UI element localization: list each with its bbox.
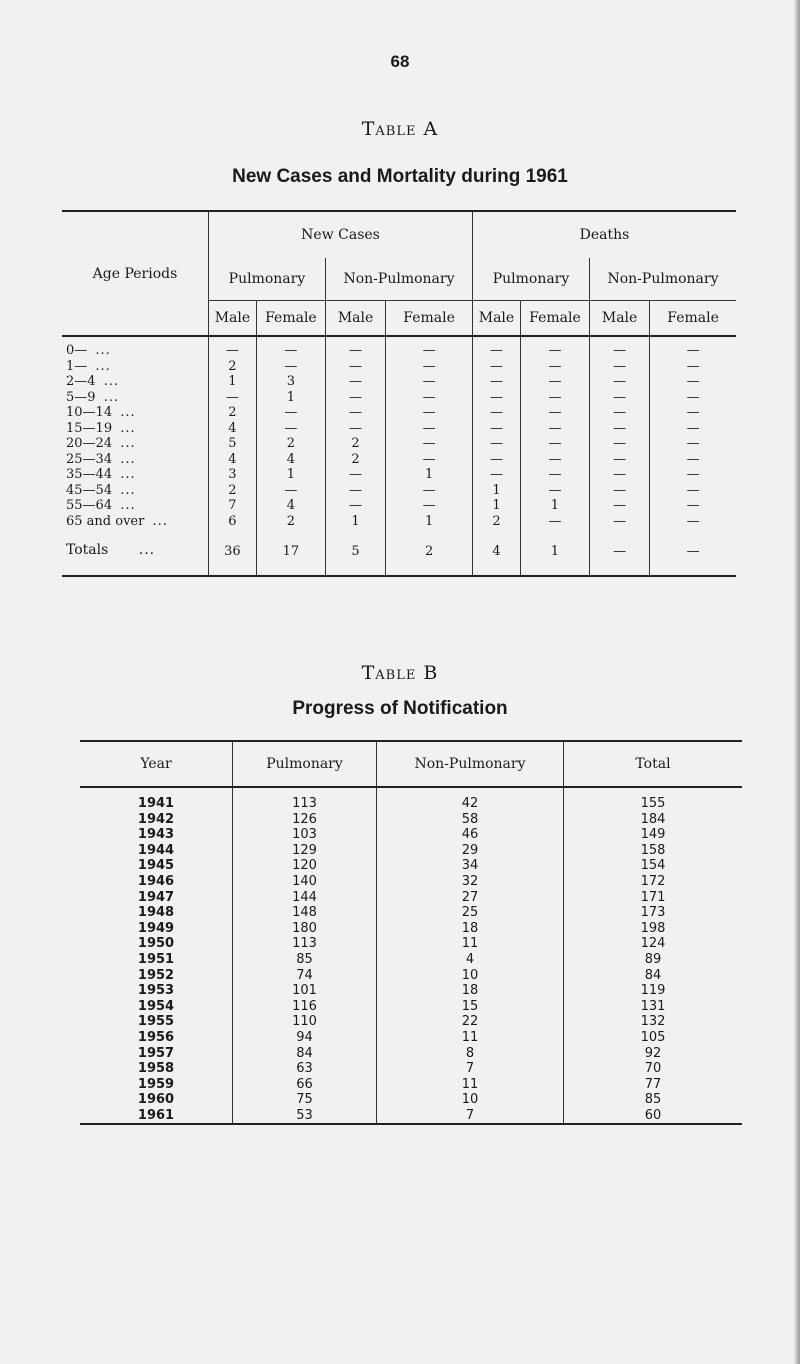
count-cell: 3 xyxy=(209,467,257,483)
total-cell: 155 xyxy=(564,796,743,812)
table-row xyxy=(80,952,742,968)
table-row xyxy=(80,1092,742,1108)
table-row xyxy=(62,374,736,390)
non-pulmonary-cell: 7 xyxy=(377,1061,564,1077)
year-cell: 1946 xyxy=(137,873,175,889)
year-cell: 1950 xyxy=(137,936,175,952)
leader-dots: ... xyxy=(120,498,136,513)
non-pulmonary-cell: 46 xyxy=(377,827,564,843)
count-cell: 4 xyxy=(256,452,325,468)
count-cell: — xyxy=(650,498,736,514)
header-pulmonary: Pulmonary xyxy=(233,741,377,787)
year-cell: 1961 xyxy=(137,1107,175,1123)
total-cell: 173 xyxy=(564,905,743,921)
year-cell: 1941 xyxy=(137,796,175,811)
total-cell: 131 xyxy=(564,999,743,1015)
pulmonary-cell: 129 xyxy=(233,843,377,859)
count-cell: 4 xyxy=(209,421,257,437)
count-cell: — xyxy=(589,374,649,390)
year-cell: 1943 xyxy=(137,827,175,843)
header-deaths: Deaths xyxy=(473,211,736,258)
age-label: 20—24 xyxy=(66,436,113,451)
count-cell: — xyxy=(256,483,325,499)
count-cell: — xyxy=(473,467,521,483)
count-cell: 2 xyxy=(209,359,257,375)
count-cell: — xyxy=(589,467,649,483)
count-cell: — xyxy=(520,467,589,483)
age-period-cell xyxy=(62,498,209,514)
pulmonary-cell: 113 xyxy=(233,936,377,952)
count-cell: — xyxy=(209,343,257,359)
total-cell: 149 xyxy=(564,827,743,843)
count-cell: — xyxy=(589,359,649,375)
age-period-cell xyxy=(62,483,209,499)
count-cell: — xyxy=(589,452,649,468)
age-period-cell xyxy=(62,405,209,421)
table-row xyxy=(80,1014,742,1030)
year-cell: 1954 xyxy=(137,998,175,1014)
age-period-cell xyxy=(62,390,209,406)
non-pulmonary-cell: 18 xyxy=(377,983,564,999)
table-b xyxy=(80,740,742,1125)
non-pulmonary-cell: 25 xyxy=(377,905,564,921)
total-cell: 84 xyxy=(564,968,743,984)
header-female: Female xyxy=(386,301,473,337)
table-row xyxy=(80,890,742,906)
pulmonary-cell: 66 xyxy=(233,1077,377,1093)
count-cell: — xyxy=(589,343,649,359)
table-row xyxy=(62,405,736,421)
table-row xyxy=(62,343,736,359)
count-cell: — xyxy=(386,421,473,437)
leader-dots: ... xyxy=(120,467,136,482)
leader-dots: ... xyxy=(120,420,136,436)
non-pulmonary-cell: 27 xyxy=(377,890,564,906)
count-cell: 4 xyxy=(209,452,257,468)
count-cell: — xyxy=(589,405,649,421)
year-cell: 1960 xyxy=(137,1092,175,1108)
total-cell: 85 xyxy=(564,1092,743,1108)
count-cell: 1 xyxy=(256,390,325,406)
header-total: Total xyxy=(564,741,743,787)
spacer-row xyxy=(62,336,736,343)
count-cell: — xyxy=(386,483,473,499)
count-cell: — xyxy=(325,390,385,406)
table-row xyxy=(80,905,742,921)
count-cell: 1 xyxy=(473,498,521,514)
non-pulmonary-cell: 29 xyxy=(377,843,564,859)
age-period-cell xyxy=(62,514,209,530)
leader-dots: ... xyxy=(120,405,136,420)
count-cell: — xyxy=(650,359,736,375)
table-row xyxy=(62,483,736,499)
count-cell: — xyxy=(473,436,521,452)
table-row xyxy=(80,936,742,952)
count-cell: — xyxy=(256,359,325,375)
age-label: 0— xyxy=(66,343,88,358)
count-cell: 1 xyxy=(520,529,589,576)
count-cell: — xyxy=(650,421,736,437)
year-cell: 1957 xyxy=(137,1045,175,1061)
count-cell: — xyxy=(256,343,325,359)
count-cell: — xyxy=(325,467,385,483)
count-cell: — xyxy=(473,343,521,359)
age-period-cell xyxy=(62,359,209,375)
non-pulmonary-cell: 4 xyxy=(377,952,564,968)
age-label: 1— xyxy=(66,358,88,374)
header-male: Male xyxy=(325,301,385,337)
count-cell: — xyxy=(520,483,589,499)
non-pulmonary-cell: 22 xyxy=(377,1014,564,1030)
count-cell: — xyxy=(386,374,473,390)
count-cell: — xyxy=(256,421,325,437)
year-cell: 1951 xyxy=(137,951,175,967)
table-row xyxy=(62,390,736,406)
count-cell: 1 xyxy=(325,514,385,530)
age-label: 35—44 xyxy=(66,467,113,482)
count-cell: 7 xyxy=(209,498,257,514)
table-row xyxy=(80,1108,742,1125)
table-row xyxy=(80,1077,742,1093)
table-row xyxy=(80,827,742,843)
table-row xyxy=(80,874,742,890)
count-cell: 1 xyxy=(386,467,473,483)
table-row xyxy=(62,421,736,437)
count-cell: 1 xyxy=(209,374,257,390)
age-label: 45—54 xyxy=(66,482,113,498)
count-cell: 1 xyxy=(473,483,521,499)
total-cell: 89 xyxy=(564,952,743,968)
count-cell: — xyxy=(325,405,385,421)
count-cell: — xyxy=(473,390,521,406)
header-new-cases: New Cases xyxy=(209,211,473,258)
count-cell: — xyxy=(386,359,473,375)
count-cell: 4 xyxy=(473,529,521,576)
total-cell: 184 xyxy=(564,812,743,828)
count-cell: 5 xyxy=(325,529,385,576)
pulmonary-cell: 140 xyxy=(233,874,377,890)
count-cell: — xyxy=(520,359,589,375)
count-cell: — xyxy=(589,421,649,437)
non-pulmonary-cell: 10 xyxy=(377,968,564,984)
count-cell: 2 xyxy=(473,514,521,530)
count-cell: — xyxy=(386,498,473,514)
leader-dots: ... xyxy=(95,358,111,374)
count-cell: 2 xyxy=(209,483,257,499)
header-non-pulmonary: Non-Pulmonary xyxy=(377,741,564,787)
leader-dots: ... xyxy=(120,436,136,451)
count-cell: 2 xyxy=(325,452,385,468)
pulmonary-cell: 84 xyxy=(233,1046,377,1062)
table-row xyxy=(80,1046,742,1062)
leader-dots: ... xyxy=(95,343,111,358)
table-b-subtitle: Progress of Notification xyxy=(292,698,508,719)
year-cell: 1958 xyxy=(137,1061,175,1077)
header-male: Male xyxy=(589,301,649,337)
table-row xyxy=(62,452,736,468)
non-pulmonary-cell: 11 xyxy=(377,1077,564,1093)
count-cell: — xyxy=(650,436,736,452)
count-cell: — xyxy=(386,452,473,468)
count-cell: — xyxy=(520,421,589,437)
count-cell: — xyxy=(473,421,521,437)
table-row xyxy=(80,858,742,874)
pulmonary-cell: 113 xyxy=(233,796,377,812)
header-deaths-pulmonary: Pulmonary xyxy=(473,258,590,301)
year-cell: 1955 xyxy=(137,1014,175,1030)
table-row xyxy=(80,1030,742,1046)
age-period-cell xyxy=(62,374,209,390)
count-cell: — xyxy=(650,529,736,576)
count-cell: — xyxy=(520,452,589,468)
count-cell: — xyxy=(589,390,649,406)
count-cell: — xyxy=(386,343,473,359)
count-cell: — xyxy=(386,436,473,452)
year-cell: 1942 xyxy=(137,811,175,827)
count-cell: 3 xyxy=(256,374,325,390)
non-pulmonary-cell: 18 xyxy=(377,921,564,937)
header-year: Year xyxy=(140,756,172,772)
pulmonary-cell: 85 xyxy=(233,952,377,968)
year-cell: 1944 xyxy=(137,842,175,858)
table-row xyxy=(62,498,736,514)
count-cell: — xyxy=(325,498,385,514)
count-cell: 17 xyxy=(256,529,325,576)
pulmonary-cell: 116 xyxy=(233,999,377,1015)
total-cell: 172 xyxy=(564,874,743,890)
total-cell: 158 xyxy=(564,843,743,859)
age-period-cell xyxy=(62,343,209,359)
table-a-subtitle: New Cases and Mortality during 1961 xyxy=(232,166,568,187)
count-cell: 1 xyxy=(520,498,589,514)
header-age-periods: Age Periods xyxy=(62,211,209,336)
pulmonary-cell: 53 xyxy=(233,1108,377,1125)
year-cell: 1956 xyxy=(137,1029,175,1045)
pulmonary-cell: 120 xyxy=(233,858,377,874)
pulmonary-cell: 94 xyxy=(233,1030,377,1046)
pulmonary-cell: 101 xyxy=(233,983,377,999)
table-row xyxy=(80,999,742,1015)
count-cell: 36 xyxy=(209,529,257,576)
age-label: Totals xyxy=(66,542,109,558)
count-cell: 4 xyxy=(256,498,325,514)
pulmonary-cell: 75 xyxy=(233,1092,377,1108)
leader-dots: ... xyxy=(138,542,156,558)
count-cell: — xyxy=(520,405,589,421)
count-cell: — xyxy=(386,405,473,421)
count-cell: — xyxy=(650,452,736,468)
count-cell: — xyxy=(520,514,589,530)
count-cell: — xyxy=(589,529,649,576)
leader-dots: ... xyxy=(103,389,120,405)
pulmonary-cell: 180 xyxy=(233,921,377,937)
header-female: Female xyxy=(520,301,589,337)
count-cell: 2 xyxy=(325,436,385,452)
header-male: Male xyxy=(209,301,257,337)
age-label: 15—19 xyxy=(66,420,113,436)
leader-dots: ... xyxy=(152,513,168,529)
count-cell: — xyxy=(650,390,736,406)
count-cell: — xyxy=(650,405,736,421)
total-cell: 154 xyxy=(564,858,743,874)
pulmonary-cell: 63 xyxy=(233,1061,377,1077)
year-cell: 1945 xyxy=(137,858,175,874)
total-cell: 119 xyxy=(564,983,743,999)
table-row xyxy=(62,467,736,483)
table-row xyxy=(80,812,742,828)
year-cell: 1952 xyxy=(137,967,175,983)
header-female: Female xyxy=(650,301,736,337)
total-cell: 171 xyxy=(564,890,743,906)
leader-dots: ... xyxy=(120,482,136,498)
total-cell: 124 xyxy=(564,936,743,952)
header-female: Female xyxy=(256,301,325,337)
count-cell: — xyxy=(520,436,589,452)
count-cell: 2 xyxy=(209,405,257,421)
table-row xyxy=(80,1061,742,1077)
spacer-row xyxy=(80,787,742,796)
count-cell: — xyxy=(325,374,385,390)
total-cell: 132 xyxy=(564,1014,743,1030)
pulmonary-cell: 144 xyxy=(233,890,377,906)
table-row xyxy=(62,514,736,530)
count-cell: — xyxy=(325,343,385,359)
table-row xyxy=(62,436,736,452)
table-row xyxy=(80,968,742,984)
page-number: 68 xyxy=(390,52,410,71)
count-cell: — xyxy=(473,405,521,421)
pulmonary-cell: 110 xyxy=(233,1014,377,1030)
totals-label xyxy=(62,529,209,576)
count-cell: — xyxy=(473,452,521,468)
count-cell: — xyxy=(650,467,736,483)
non-pulmonary-cell: 15 xyxy=(377,999,564,1015)
count-cell: — xyxy=(473,359,521,375)
header-deaths-non-pulmonary: Non-Pulmonary xyxy=(589,258,736,301)
count-cell: — xyxy=(325,359,385,375)
year-cell: 1947 xyxy=(137,889,175,905)
non-pulmonary-cell: 42 xyxy=(377,796,564,812)
count-cell: 2 xyxy=(256,436,325,452)
leader-dots: ... xyxy=(120,451,136,467)
age-label: 2—4 xyxy=(66,374,96,389)
count-cell: — xyxy=(520,390,589,406)
count-cell: — xyxy=(589,436,649,452)
count-cell: 1 xyxy=(386,514,473,530)
header-male: Male xyxy=(473,301,521,337)
count-cell: 2 xyxy=(386,529,473,576)
age-label: 5—9 xyxy=(66,389,96,405)
header-new-pulmonary: Pulmonary xyxy=(209,258,326,301)
pulmonary-cell: 74 xyxy=(233,968,377,984)
non-pulmonary-cell: 32 xyxy=(377,874,564,890)
count-cell: — xyxy=(650,374,736,390)
non-pulmonary-cell: 34 xyxy=(377,858,564,874)
age-period-cell xyxy=(62,421,209,437)
total-cell: 77 xyxy=(564,1077,743,1093)
leader-dots: ... xyxy=(103,374,120,389)
year-cell: 1959 xyxy=(137,1076,175,1092)
age-label: 65 and over xyxy=(66,513,145,529)
age-label: 10—14 xyxy=(66,405,113,420)
count-cell: — xyxy=(650,483,736,499)
year-cell: 1948 xyxy=(137,905,175,921)
pulmonary-cell: 126 xyxy=(233,812,377,828)
non-pulmonary-cell: 7 xyxy=(377,1108,564,1125)
totals-row xyxy=(62,529,736,576)
count-cell: — xyxy=(386,390,473,406)
non-pulmonary-cell: 11 xyxy=(377,1030,564,1046)
count-cell: — xyxy=(520,374,589,390)
total-cell: 105 xyxy=(564,1030,743,1046)
table-a-label: Table A xyxy=(361,118,439,140)
count-cell: — xyxy=(520,343,589,359)
age-label: 25—34 xyxy=(66,451,113,467)
header-new-non-pulmonary: Non-Pulmonary xyxy=(325,258,472,301)
total-cell: 70 xyxy=(564,1061,743,1077)
total-cell: 92 xyxy=(564,1046,743,1062)
non-pulmonary-cell: 8 xyxy=(377,1046,564,1062)
count-cell: 1 xyxy=(256,467,325,483)
total-cell: 60 xyxy=(564,1108,743,1125)
count-cell: — xyxy=(650,343,736,359)
pulmonary-cell: 148 xyxy=(233,905,377,921)
age-label: 55—64 xyxy=(66,498,113,513)
count-cell: — xyxy=(589,483,649,499)
age-period-cell xyxy=(62,467,209,483)
table-row xyxy=(80,983,742,999)
table-row xyxy=(80,796,742,812)
table-a xyxy=(62,210,736,577)
table-b-label: Table B xyxy=(361,662,439,684)
count-cell: 2 xyxy=(256,514,325,530)
year-cell: 1949 xyxy=(137,920,175,936)
non-pulmonary-cell: 11 xyxy=(377,936,564,952)
count-cell: — xyxy=(209,390,257,406)
count-cell: — xyxy=(589,498,649,514)
count-cell: — xyxy=(325,483,385,499)
count-cell: — xyxy=(325,421,385,437)
non-pulmonary-cell: 58 xyxy=(377,812,564,828)
count-cell: — xyxy=(650,514,736,530)
count-cell: — xyxy=(589,514,649,530)
count-cell: — xyxy=(473,374,521,390)
pulmonary-cell: 103 xyxy=(233,827,377,843)
year-cell: 1953 xyxy=(137,983,175,999)
table-row xyxy=(62,359,736,375)
age-period-cell xyxy=(62,452,209,468)
count-cell: 6 xyxy=(209,514,257,530)
count-cell: 5 xyxy=(209,436,257,452)
count-cell: — xyxy=(256,405,325,421)
age-period-cell xyxy=(62,436,209,452)
total-cell: 198 xyxy=(564,921,743,937)
table-row xyxy=(80,921,742,937)
non-pulmonary-cell: 10 xyxy=(377,1092,564,1108)
table-row xyxy=(80,843,742,859)
